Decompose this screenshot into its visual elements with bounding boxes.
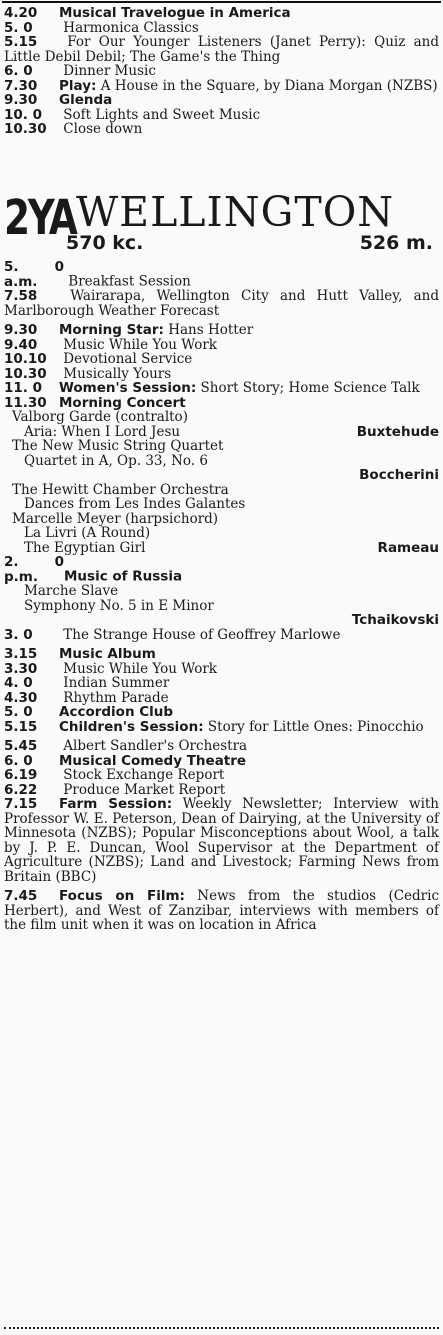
programme-description: Close down [63,121,143,137]
programme-entry [4,555,439,584]
programme-time: 5.45 [4,738,38,754]
composer: Buxtehude [356,423,439,440]
programme-time: 2. 0 p.m. [4,554,64,585]
programme-entry [4,797,439,884]
programme-time: 5.15 [4,718,38,735]
programme-title: Musical Travelogue in America [59,5,291,21]
programme-entry [4,352,439,367]
programme-time: 5.15 [4,34,38,50]
programme-time: 10. 0 [4,106,43,123]
composer: Tchaikovski [351,612,439,628]
programme-description: Soft Lights and Sweet Music [63,106,261,123]
programme-entry [4,768,439,783]
programme-description: Produce Market Report [63,781,226,798]
programme-time: 4. 0 [4,675,33,691]
programme-time: 6.22 [4,781,38,798]
programme-entry [4,108,439,123]
programme-time: 5. 0 [4,704,33,720]
programme-description: Music While You Work [63,336,217,353]
programme-time: 10.10 [4,351,47,367]
programme-time: 9.30 [4,322,38,338]
programme-title: Women's Session: [59,380,197,396]
programme-entry [4,260,439,289]
composer: Boccherini [359,467,439,483]
programme-description: Indian Summer [63,675,170,691]
programme-time: 5. 0 [4,19,33,36]
concert-performer: The New Music String Quartet [12,438,224,454]
programme-description: Stock Exchange Report [63,767,225,783]
programme-description: Wairarapa, Wellington City and Hutt Valley, and Marlborough Weather Forecast [4,288,440,319]
programme-title: Music Album [59,646,156,662]
station-wavelength: 526 m. [359,232,433,254]
concert-work [4,425,439,440]
programme-time: 3.30 [4,660,38,677]
programme-description: Devotional Service [63,351,193,367]
station-city: WELLINGTON [76,188,395,236]
programme-time: 9.40 [4,336,38,353]
programme-entry [4,705,439,720]
concert-performer: Valborg Garde (contralto) [12,409,188,425]
programme-entry [4,720,439,735]
programme-time: 7.58 [4,288,38,304]
programme-description: Albert Sandler's Orchestra [63,738,248,754]
programme-time: 11.30 [4,394,47,411]
programme-time: 5. 0 a.m. [4,259,64,290]
programme-entry [4,6,439,21]
programme-entry [4,628,439,643]
programme-entry [4,21,439,36]
programme-description: Music While You Work [63,660,217,677]
concert-work-title: Aria: When I Lord Jesu [24,423,181,440]
programme-time: 6. 0 [4,63,33,79]
station-header [4,188,439,258]
programme-time: 4.20 [4,5,38,21]
programme-title: Morning Star: [59,322,164,338]
programme-entry [4,889,439,933]
concert-performer: Marcelle Meyer (harpsichord) [12,510,219,527]
programme-title: Music of Russia [64,568,183,585]
programme-description: Dinner Music [63,63,156,79]
programme-time: 10.30 [4,121,47,137]
programme-entry [4,289,439,318]
concert-work: Dances from Les Indes Galantes [24,496,246,512]
programme-entry [4,691,439,706]
programme-description: Hans Hotter [168,322,254,338]
programme-time: 7.30 [4,77,38,94]
programme-description: Story for Little Ones: Pinocchio [207,718,424,735]
concert-work [4,541,439,556]
programme-entry [4,647,439,662]
programme-title: Musical Comedy Theatre [59,752,247,769]
programme-time: 10.30 [4,365,47,382]
programme-entry [4,676,439,691]
programme-description: Short Story; Home Science Talk [200,380,420,396]
programme-time: 9.30 [4,92,38,108]
programme-entry [4,35,439,64]
programme-title: Play: [59,77,97,94]
station-call-sign: 2YA [4,190,76,246]
previous-station-programme-list [4,6,439,137]
programme-description: The Strange House of Geoffrey Marlowe [63,626,341,643]
programme-entry [4,64,439,79]
station-frequency: 570 kc. [66,232,144,254]
programme-description: News from the studios (Cedric Herbert), and West of Zanzibar, interviews with members of the film unit when it was on location in Africa [4,888,440,933]
programme-entry [4,338,439,353]
programme-time: 3. 0 [4,626,33,643]
programme-time: 11. 0 [4,380,43,396]
concert-performer: The Hewitt Chamber Orchestra [12,481,229,498]
bottom-dotted-rule [4,1327,439,1331]
programme-entry [4,396,439,411]
programme-entry [4,783,439,798]
concert-work: La Livri (A Round) [24,525,151,541]
programme-title: Children's Session: [59,718,204,735]
programme-time: 7.15 [4,796,38,812]
programme-title: Accordion Club [59,704,174,720]
concert-work: Quartet in A, Op. 33, No. 6 [24,452,208,469]
composer: Rameau [377,539,439,556]
programme-description: Rhythm Parade [63,689,169,706]
programme-entry [4,367,439,382]
programme-entry [4,754,439,769]
concert-work-title: The Egyptian Girl [24,539,146,556]
programme-time: 3.15 [4,646,38,662]
programme-entry [4,93,439,108]
programme-time: 6. 0 [4,752,33,769]
programme-time: 7.45 [4,888,38,904]
concert-work: Marche Slave [24,583,119,599]
programme-title: Glenda [59,92,113,108]
programme-description: Musically Yours [63,365,172,382]
programme-description: Weekly Newsletter; Interview with Professor W. E. Peterson, Dean of Dairying, at the University of Minnesota (NZBS); Popular Misconceptions about Wool, a talk by J. P. E. Duncan, Wool Supervisor at the Department of Agriculture (NZBS); Land and Livestock; Farming News from Britain (BBC) [4,796,440,885]
station-programme-list [4,260,439,933]
programme-entry [4,381,439,396]
concert-work: Symphony No. 5 in E Minor [24,597,214,614]
programme-entry [4,662,439,677]
programme-description: Harmonica Classics [63,19,199,36]
programme-title: Morning Concert [59,394,186,411]
programme-title: Focus on Film: [59,888,185,904]
programme-entry [4,323,439,338]
programme-title: Farm Session: [59,796,173,812]
programme-entry [4,79,439,94]
programme-entry [4,122,439,137]
programme-description: For Our Younger Listeners (Janet Perry): Quiz and Little Debil Debil; The Game's the Thing [4,34,439,65]
programme-description: A House in the Square, by Diana Morgan (NZBS) [100,77,438,94]
programme-time: 4.30 [4,689,38,706]
programme-entry [4,739,439,754]
programme-description: Breakfast Session [68,273,191,290]
programme-time: 6.19 [4,767,38,783]
top-rule [2,1,441,3]
